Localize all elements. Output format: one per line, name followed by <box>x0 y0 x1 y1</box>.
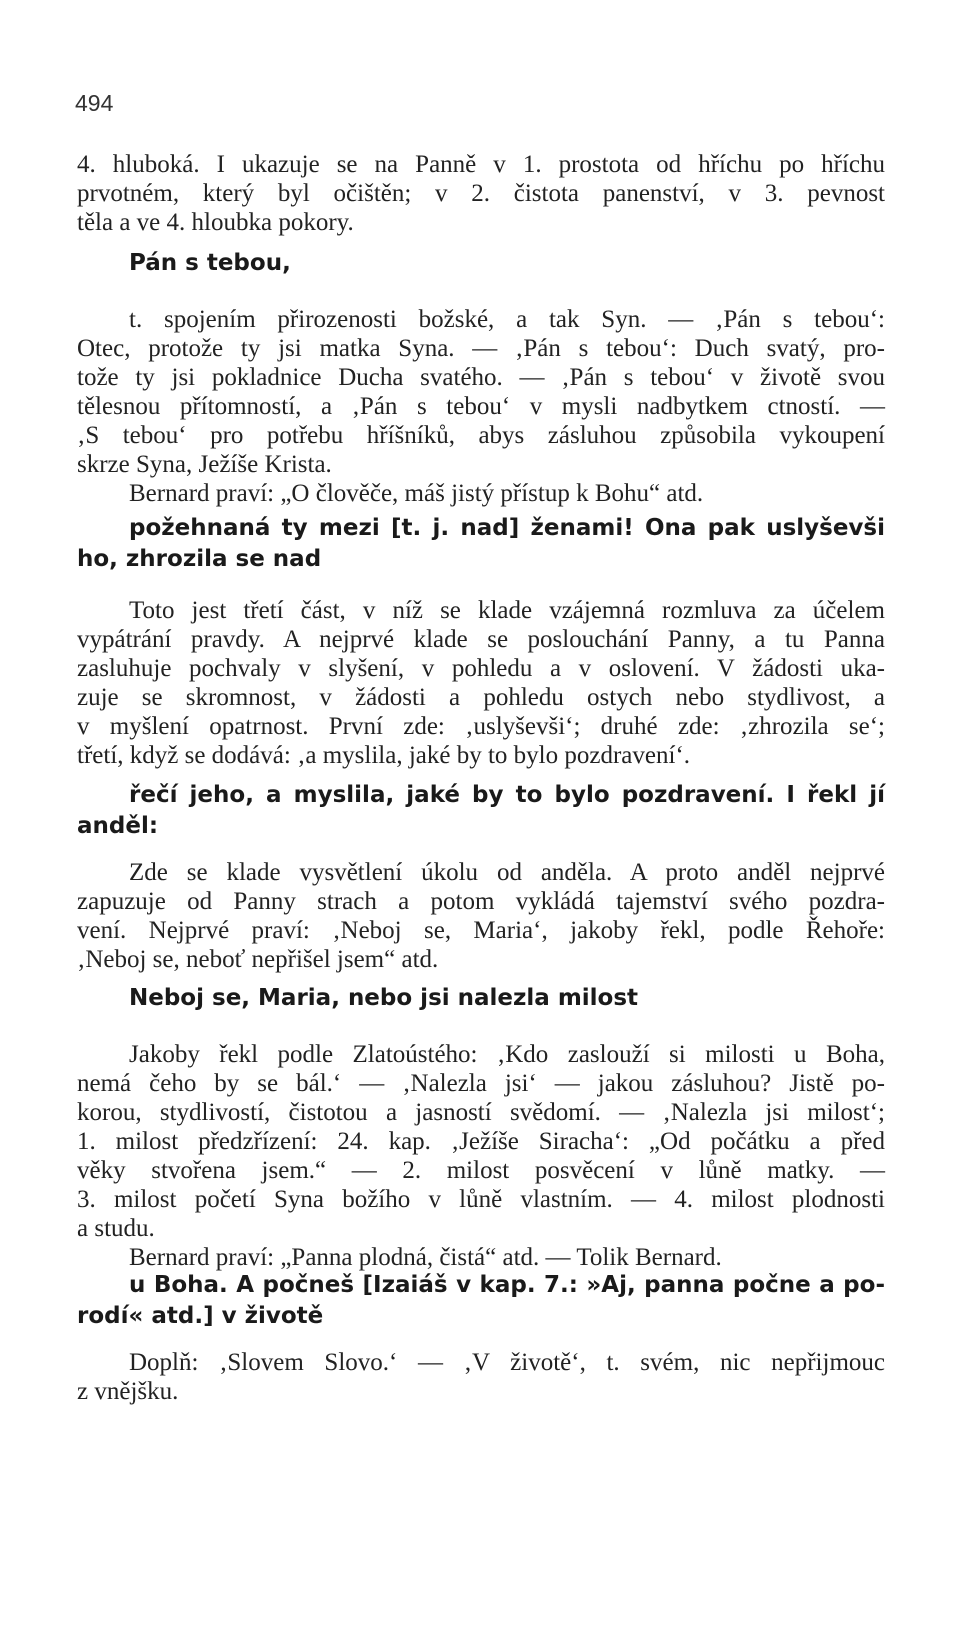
text-line: třetí, když se dodává: ‚a myslila, jaké by to bylo pozdravení‘. <box>77 742 691 769</box>
heading-line: řečí jeho, a myslila, jaké by to bylo pozdravení. I řekl jí <box>129 782 885 808</box>
text-line: Doplň: ‚Slovem Slovo.‘ — ‚V životě‘, t. svém, nic nepřijmouc <box>129 1349 885 1376</box>
paragraph <box>77 858 885 974</box>
text-line: nemá čeho by se bál.‘ — ‚Nalezla jsi‘ — jakou zásluhou? Jistě po- <box>77 1070 885 1097</box>
text-line: věky stvořena jsem.“ — 2. milost posvěcení v lůně matky. — <box>77 1157 885 1184</box>
text-line: zapuzuje od Panny strach a potom vykládá tajemství svého pozdra- <box>77 888 885 915</box>
heading-line: anděl: <box>77 813 159 839</box>
text-line: Toto jest třetí část, v níž se klade vzájemná rozmluva za účelem <box>129 597 885 624</box>
heading-line: Pán s tebou, <box>129 250 291 276</box>
text-line: zasluhuje pochvaly v slyšení, v pohledu a v oslovení. V žádosti uka- <box>77 655 885 682</box>
text-line: prvotném, který byl očištěn; v 2. čistota panenství, v 3. pevnost <box>77 180 885 207</box>
section-heading <box>77 513 885 575</box>
text-line: vypátrání pravdy. A nejprvé klade se poslouchání Panny, a tu Panna <box>77 626 885 653</box>
text-line: vení. Nejprvé praví: ‚Neboj se, Maria‘, jakoby řekl, podle Řehoře: <box>77 917 885 944</box>
text-line: 4. hluboká. I ukazuje se na Panně v 1. prostota od hříchu po hříchu <box>77 151 885 178</box>
heading-line: rodí« atd.] v životě <box>77 1303 324 1329</box>
text-line: 1. milost předzřízení: 24. kap. ‚Ježíše Siracha‘: „Od počátku a před <box>77 1128 885 1155</box>
paragraph <box>77 1040 885 1272</box>
text-line: těla a ve 4. hloubka pokory. <box>77 209 354 236</box>
paragraph <box>77 596 885 770</box>
text-line: korou, stydlivostí, čistotou a jasností svědomí. — ‚Nalezla jsi milost‘; <box>77 1099 885 1126</box>
text-line: Bernard praví: „O člověče, máš jistý přístup k Bohu“ atd. <box>129 480 704 507</box>
text-line: Bernard praví: „Panna plodná, čistá“ atd. — Tolik Bernard. <box>129 1244 722 1271</box>
paragraph <box>77 150 885 237</box>
text-line: v myšlení opatrnost. První zde: ‚uslyševši‘; druhé zde: ‚zhrozila se‘; <box>77 713 885 740</box>
section-heading <box>77 780 885 842</box>
paragraph <box>77 305 885 508</box>
heading-line: Neboj se, Maria, nebo jsi nalezla milost <box>129 985 639 1011</box>
text-line: Jakoby řekl podle Zlatoústého: ‚Kdo zaslouží si milosti u Boha, <box>129 1041 885 1068</box>
section-heading <box>77 983 885 1014</box>
heading-line: ho, zhrozila se nad <box>77 546 322 572</box>
text-line: skrze Syna, Ježíše Krista. <box>77 451 332 478</box>
text-line: 3. milost početí Syna božího v lůně vlastním. — 4. milost plodnosti <box>77 1186 885 1213</box>
text-line: zuje se skromnost, v žádosti a pohledu ostych nebo stydlivost, a <box>77 684 885 711</box>
text-line: z vnějšku. <box>77 1378 179 1405</box>
section-heading <box>77 248 885 279</box>
section-heading <box>77 1270 885 1332</box>
text-line: tože ty jsi pokladnice Ducha svatého. — ‚Pán s tebou‘ v životě svou <box>77 364 885 391</box>
text-line: a studu. <box>77 1215 155 1242</box>
paragraph <box>77 1348 885 1406</box>
text-line: ‚Neboj se, neboť nepřišel jsem“ atd. <box>77 946 439 973</box>
heading-line: u Boha. A počneš [Izaiáš v kap. 7.: »Aj, panna počne a po- <box>129 1272 885 1298</box>
heading-line: požehnaná ty mezi [t. j. nad] ženami! Ona pak uslyševši <box>129 515 885 541</box>
text-line: ‚S tebou‘ pro potřebu hříšníků, abys zásluhou způsobila vykoupení <box>77 422 885 449</box>
text-line: Zde se klade vysvětlení úkolu od anděla. A proto anděl nejprvé <box>129 859 885 886</box>
page-number: 494 <box>75 90 114 116</box>
text-line: tělesnou přítomností, a ‚Pán s tebou‘ v mysli nadbytkem ctností. — <box>77 393 885 420</box>
text-line: t. spojením přirozenosti božské, a tak Syn. — ‚Pán s tebou‘: <box>129 306 885 333</box>
text-line: Otec, protože ty jsi matka Syna. — ‚Pán s tebou‘: Duch svatý, pro- <box>77 335 885 362</box>
